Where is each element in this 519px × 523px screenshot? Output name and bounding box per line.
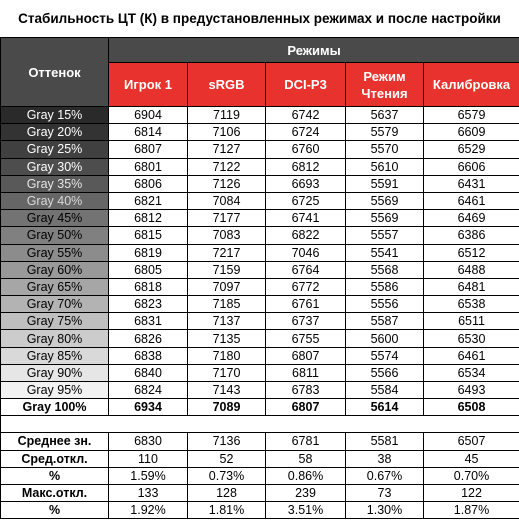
table-cell: 6824 xyxy=(109,382,188,399)
table-cell: 6807 xyxy=(266,347,346,364)
table-cell: 5556 xyxy=(346,296,424,313)
table-cell: 5579 xyxy=(346,124,424,141)
table-cell: 6764 xyxy=(266,261,346,278)
table-cell: 5591 xyxy=(346,175,424,192)
table-cell: 5637 xyxy=(346,107,424,124)
shade-label: Gray 20% xyxy=(1,124,109,141)
table-cell: 6806 xyxy=(109,175,188,192)
stats-cell: 6507 xyxy=(424,433,519,450)
table-cell: 5614 xyxy=(346,399,424,416)
table-cell: 6493 xyxy=(424,382,519,399)
stats-cell: 0.67% xyxy=(346,467,424,484)
table-row xyxy=(1,244,519,261)
table-cell: 6512 xyxy=(424,244,519,261)
table-cell: 6818 xyxy=(109,278,188,295)
table-cell: 5610 xyxy=(346,158,424,175)
table-cell: 7159 xyxy=(188,261,266,278)
table-cell: 5541 xyxy=(346,244,424,261)
table-row xyxy=(1,364,519,381)
stats-row xyxy=(1,467,519,484)
table-row xyxy=(1,141,519,158)
table-cell: 6831 xyxy=(109,313,188,330)
table-cell: 6755 xyxy=(266,330,346,347)
table-cell: 6783 xyxy=(266,382,346,399)
stats-label: Макс.откл. xyxy=(1,484,109,501)
stats-cell: 0.70% xyxy=(424,467,519,484)
shade-label: Gray 15% xyxy=(1,107,109,124)
stats-cell: 239 xyxy=(266,484,346,501)
table-cell: 5569 xyxy=(346,210,424,227)
table-cell: 5568 xyxy=(346,261,424,278)
stats-cell: 58 xyxy=(266,450,346,467)
table-row xyxy=(1,192,519,209)
stats-cell: 1.59% xyxy=(109,467,188,484)
column-header: Игрок 1 xyxy=(109,63,188,107)
table-cell: 6815 xyxy=(109,227,188,244)
table-cell: 6724 xyxy=(266,124,346,141)
column-header: DCI-P3 xyxy=(266,63,346,107)
stats-row xyxy=(1,450,519,467)
table-cell: 6469 xyxy=(424,210,519,227)
table-cell: 6812 xyxy=(109,210,188,227)
shade-label: Gray 45% xyxy=(1,210,109,227)
table-cell: 6904 xyxy=(109,107,188,124)
table-row xyxy=(1,278,519,295)
table-row xyxy=(1,296,519,313)
table-cell: 6461 xyxy=(424,347,519,364)
table-cell: 6814 xyxy=(109,124,188,141)
table-cell: 6461 xyxy=(424,192,519,209)
table-cell: 6807 xyxy=(109,141,188,158)
table-cell: 5586 xyxy=(346,278,424,295)
table-row xyxy=(1,158,519,175)
column-header: Режим Чтения xyxy=(346,63,424,107)
table-row xyxy=(1,210,519,227)
table-cell: 7106 xyxy=(188,124,266,141)
stats-cell: 73 xyxy=(346,484,424,501)
table-cell: 7119 xyxy=(188,107,266,124)
table-cell: 7170 xyxy=(188,364,266,381)
table-row xyxy=(1,261,519,278)
shade-label: Gray 100% xyxy=(1,399,109,416)
table-row xyxy=(1,382,519,399)
modes-header: Режимы xyxy=(109,38,519,63)
table-cell: 5569 xyxy=(346,192,424,209)
stats-row xyxy=(1,484,519,501)
stats-cell: 45 xyxy=(424,450,519,467)
table-row xyxy=(1,330,519,347)
table-cell: 6609 xyxy=(424,124,519,141)
color-temperature-table xyxy=(0,37,519,519)
shade-label: Gray 35% xyxy=(1,175,109,192)
stats-cell: 133 xyxy=(109,484,188,501)
stats-cell: 0.86% xyxy=(266,467,346,484)
table-cell: 6805 xyxy=(109,261,188,278)
table-cell: 6821 xyxy=(109,192,188,209)
stats-row xyxy=(1,502,519,519)
table-cell: 5570 xyxy=(346,141,424,158)
table-cell: 7084 xyxy=(188,192,266,209)
table-cell: 6508 xyxy=(424,399,519,416)
table-row xyxy=(1,313,519,330)
table-cell: 6823 xyxy=(109,296,188,313)
table-cell: 5587 xyxy=(346,313,424,330)
stats-cell: 6781 xyxy=(266,433,346,450)
table-cell: 7177 xyxy=(188,210,266,227)
table-cell: 6822 xyxy=(266,227,346,244)
table-cell: 6819 xyxy=(109,244,188,261)
stats-cell: 1.81% xyxy=(188,502,266,519)
table-row xyxy=(1,399,519,416)
table-cell: 6693 xyxy=(266,175,346,192)
table-cell: 7083 xyxy=(188,227,266,244)
table-cell: 7180 xyxy=(188,347,266,364)
stats-label: Сред.откл. xyxy=(1,450,109,467)
table-cell: 6934 xyxy=(109,399,188,416)
table-row xyxy=(1,347,519,364)
shade-label: Gray 80% xyxy=(1,330,109,347)
shade-label: Gray 70% xyxy=(1,296,109,313)
stats-cell: 128 xyxy=(188,484,266,501)
table-cell: 7143 xyxy=(188,382,266,399)
stats-label: Среднее зн. xyxy=(1,433,109,450)
table-cell: 7089 xyxy=(188,399,266,416)
table-cell: 6801 xyxy=(109,158,188,175)
shade-label: Gray 25% xyxy=(1,141,109,158)
shade-label: Gray 75% xyxy=(1,313,109,330)
table-cell: 7126 xyxy=(188,175,266,192)
table-cell: 6840 xyxy=(109,364,188,381)
shade-label: Gray 90% xyxy=(1,364,109,381)
table-cell: 7135 xyxy=(188,330,266,347)
table-cell: 6741 xyxy=(266,210,346,227)
column-header: Калибровка xyxy=(424,63,519,107)
shade-label: Gray 30% xyxy=(1,158,109,175)
table-cell: 6725 xyxy=(266,192,346,209)
table-cell: 6812 xyxy=(266,158,346,175)
table-cell: 6826 xyxy=(109,330,188,347)
stats-cell: 1.30% xyxy=(346,502,424,519)
stats-cell: 7136 xyxy=(188,433,266,450)
table-cell: 6772 xyxy=(266,278,346,295)
table-cell: 5557 xyxy=(346,227,424,244)
stats-cell: 1.87% xyxy=(424,502,519,519)
separator-cell xyxy=(1,416,519,433)
shade-label: Gray 60% xyxy=(1,261,109,278)
table-cell: 7097 xyxy=(188,278,266,295)
stats-cell: 110 xyxy=(109,450,188,467)
stats-cell: 52 xyxy=(188,450,266,467)
table-cell: 6530 xyxy=(424,330,519,347)
table-cell: 7185 xyxy=(188,296,266,313)
stats-cell: 1.92% xyxy=(109,502,188,519)
table-cell: 6431 xyxy=(424,175,519,192)
table-cell: 6529 xyxy=(424,141,519,158)
table-cell: 6538 xyxy=(424,296,519,313)
stats-cell: 3.51% xyxy=(266,502,346,519)
table-row xyxy=(1,124,519,141)
table-cell: 6811 xyxy=(266,364,346,381)
table-cell: 6511 xyxy=(424,313,519,330)
shade-label: Gray 40% xyxy=(1,192,109,209)
table-cell: 6737 xyxy=(266,313,346,330)
table-cell: 7137 xyxy=(188,313,266,330)
stats-label: % xyxy=(1,467,109,484)
shade-label: Gray 85% xyxy=(1,347,109,364)
shade-header: Оттенок xyxy=(1,38,109,107)
stats-cell: 5581 xyxy=(346,433,424,450)
separator-row xyxy=(1,416,519,433)
table-cell: 6386 xyxy=(424,227,519,244)
table-cell: 7217 xyxy=(188,244,266,261)
table-cell: 5566 xyxy=(346,364,424,381)
stats-cell: 38 xyxy=(346,450,424,467)
stats-row xyxy=(1,433,519,450)
table-cell: 5600 xyxy=(346,330,424,347)
table-cell: 6742 xyxy=(266,107,346,124)
table-row xyxy=(1,227,519,244)
column-header: sRGB xyxy=(188,63,266,107)
table-cell: 7127 xyxy=(188,141,266,158)
stats-cell: 122 xyxy=(424,484,519,501)
table-cell: 7046 xyxy=(266,244,346,261)
stats-cell: 0.73% xyxy=(188,467,266,484)
stats-label: % xyxy=(1,502,109,519)
shade-label: Gray 95% xyxy=(1,382,109,399)
table-cell: 6761 xyxy=(266,296,346,313)
table-cell: 7122 xyxy=(188,158,266,175)
table-cell: 6488 xyxy=(424,261,519,278)
table-cell: 6760 xyxy=(266,141,346,158)
shade-label: Gray 50% xyxy=(1,227,109,244)
table-row xyxy=(1,107,519,124)
shade-label: Gray 55% xyxy=(1,244,109,261)
table-cell: 6481 xyxy=(424,278,519,295)
table-cell: 5584 xyxy=(346,382,424,399)
table-row xyxy=(1,175,519,192)
stats-cell: 6830 xyxy=(109,433,188,450)
table-title: Стабильность ЦТ (К) в предустановленных режимах и после настройки xyxy=(18,11,501,26)
table-cell: 5574 xyxy=(346,347,424,364)
table-cell: 6534 xyxy=(424,364,519,381)
table-cell: 6606 xyxy=(424,158,519,175)
table-cell: 6838 xyxy=(109,347,188,364)
table-cell: 6807 xyxy=(266,399,346,416)
shade-label: Gray 65% xyxy=(1,278,109,295)
table-cell: 6579 xyxy=(424,107,519,124)
